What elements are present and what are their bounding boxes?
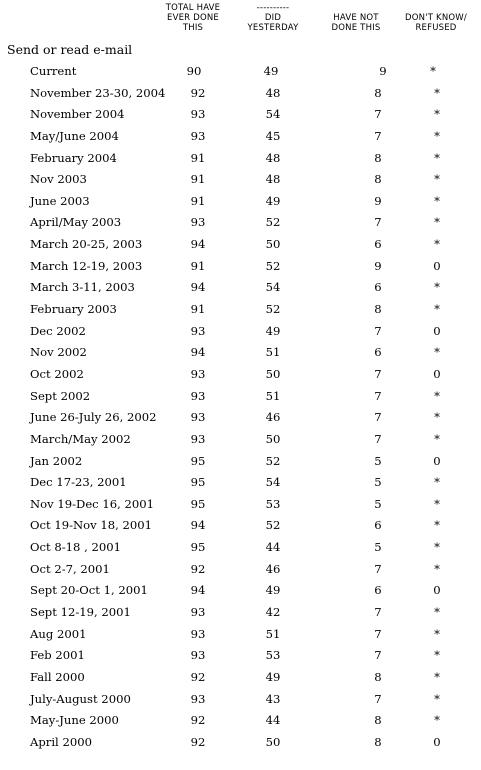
table-row xyxy=(0,151,481,173)
row-label: November 2004 xyxy=(30,107,125,122)
cell-yesterday: 49 xyxy=(265,583,281,598)
cell-dont-know: 0 xyxy=(433,453,441,468)
cell-yesterday: 49 xyxy=(263,64,279,78)
table-row xyxy=(0,497,481,519)
header-have-not-done xyxy=(318,13,394,33)
cell-total: 93 xyxy=(190,366,206,381)
cell-not-done: 5 xyxy=(374,540,382,555)
table-row xyxy=(0,432,481,454)
table-row xyxy=(0,280,481,302)
cell-total: 95 xyxy=(190,475,206,490)
cell-total: 93 xyxy=(190,107,206,122)
cell-dont-know: * xyxy=(434,669,440,684)
cell-not-done: 8 xyxy=(374,85,382,100)
cell-yesterday: 52 xyxy=(265,258,281,273)
cell-dont-know: * xyxy=(434,410,440,425)
row-label: February 2004 xyxy=(30,150,117,165)
row-label: Feb 2001 xyxy=(30,648,85,663)
row-label: June 2003 xyxy=(30,193,90,208)
cell-total: 93 xyxy=(190,648,206,663)
row-label: Sept 12-19, 2001 xyxy=(30,605,131,620)
row-label: July-August 2000 xyxy=(30,691,131,706)
cell-not-done: 7 xyxy=(374,215,382,230)
cell-not-done: 8 xyxy=(374,302,382,317)
table-row xyxy=(0,648,481,670)
table-row xyxy=(0,107,481,129)
cell-dont-know: 0 xyxy=(433,366,441,381)
row-label: Fall 2000 xyxy=(30,669,85,684)
cell-dont-know: * xyxy=(434,540,440,555)
cell-yesterday: 50 xyxy=(265,366,281,381)
cell-dont-know: * xyxy=(434,128,440,143)
table-row xyxy=(0,215,481,237)
cell-total: 93 xyxy=(190,410,206,425)
cell-dont-know: * xyxy=(434,713,440,728)
cell-not-done: 7 xyxy=(374,128,382,143)
header-line: HAVE NOT xyxy=(333,13,379,23)
cell-total: 91 xyxy=(190,193,206,208)
cell-dont-know: * xyxy=(430,64,436,78)
cell-dont-know: * xyxy=(434,626,440,641)
cell-not-done: 7 xyxy=(374,366,382,381)
cell-not-done: 6 xyxy=(374,280,382,295)
cell-dont-know: * xyxy=(434,518,440,533)
table-row xyxy=(0,194,481,216)
table-row xyxy=(0,237,481,259)
header-line: EVER DONE xyxy=(167,13,219,23)
row-label: March/May 2002 xyxy=(30,431,131,446)
cell-total: 95 xyxy=(190,540,206,555)
cell-yesterday: 50 xyxy=(265,237,281,252)
cell-dont-know: * xyxy=(434,280,440,295)
table-row xyxy=(0,562,481,584)
table-row xyxy=(0,692,481,714)
row-label: February 2003 xyxy=(30,302,117,317)
cell-total: 93 xyxy=(190,215,206,230)
cell-yesterday: 54 xyxy=(265,475,281,490)
header-line: TOTAL HAVE xyxy=(165,3,221,13)
row-label: Nov 2003 xyxy=(30,172,87,187)
row-label: Aug 2001 xyxy=(30,626,87,641)
cell-dont-know: * xyxy=(434,605,440,620)
cell-dont-know: * xyxy=(434,475,440,490)
cell-total: 93 xyxy=(190,128,206,143)
cell-dont-know: 0 xyxy=(433,734,441,749)
cell-total: 92 xyxy=(190,669,206,684)
cell-dont-know: * xyxy=(434,388,440,403)
table-row xyxy=(0,259,481,281)
cell-dont-know: * xyxy=(434,107,440,122)
cell-yesterday: 43 xyxy=(265,691,281,706)
cell-yesterday: 52 xyxy=(265,453,281,468)
cell-total: 90 xyxy=(186,64,202,78)
cell-dont-know: * xyxy=(434,172,440,187)
cell-dont-know: * xyxy=(434,237,440,252)
table-row xyxy=(0,410,481,432)
cell-total: 92 xyxy=(190,734,206,749)
cell-dont-know: * xyxy=(434,648,440,663)
row-label: Oct 2-7, 2001 xyxy=(30,561,110,576)
cell-yesterday: 48 xyxy=(265,172,281,187)
row-label: Oct 8-18 , 2001 xyxy=(30,540,121,555)
cell-total: 94 xyxy=(190,280,206,295)
cell-total: 91 xyxy=(190,258,206,273)
cell-not-done: 8 xyxy=(374,669,382,684)
table-row xyxy=(0,454,481,476)
header-line: YESTERDAY xyxy=(247,23,299,33)
row-label: Oct 2002 xyxy=(30,366,84,381)
table-row xyxy=(0,172,481,194)
row-label: May/June 2004 xyxy=(30,128,119,143)
table-row xyxy=(0,389,481,411)
cell-yesterday: 52 xyxy=(265,302,281,317)
cell-total: 93 xyxy=(190,691,206,706)
row-label: Current xyxy=(30,64,77,78)
cell-dont-know: * xyxy=(434,85,440,100)
cell-not-done: 5 xyxy=(374,475,382,490)
cell-not-done: 7 xyxy=(374,410,382,425)
cell-total: 92 xyxy=(190,713,206,728)
header-line: ---------- xyxy=(256,3,290,13)
row-label: November 23-30, 2004 xyxy=(30,85,166,100)
cell-yesterday: 49 xyxy=(265,323,281,338)
header-line: REFUSED xyxy=(415,23,457,33)
cell-total: 91 xyxy=(190,302,206,317)
row-label: June 26-July 26, 2002 xyxy=(30,410,157,425)
header-total-have-ever-done xyxy=(156,3,230,33)
cell-yesterday: 49 xyxy=(265,669,281,684)
cell-total: 93 xyxy=(190,431,206,446)
cell-total: 93 xyxy=(190,605,206,620)
cell-not-done: 7 xyxy=(374,605,382,620)
cell-dont-know: * xyxy=(434,691,440,706)
cell-not-done: 7 xyxy=(374,691,382,706)
cell-not-done: 8 xyxy=(374,713,382,728)
table-row xyxy=(0,518,481,540)
cell-not-done: 8 xyxy=(374,734,382,749)
cell-not-done: 6 xyxy=(374,237,382,252)
cell-total: 91 xyxy=(190,172,206,187)
cell-not-done: 5 xyxy=(374,453,382,468)
cell-yesterday: 48 xyxy=(265,85,281,100)
table-row xyxy=(0,627,481,649)
cell-total: 93 xyxy=(190,323,206,338)
row-label: March 20-25, 2003 xyxy=(30,237,143,252)
cell-total: 94 xyxy=(190,583,206,598)
cell-dont-know: 0 xyxy=(433,258,441,273)
table-row xyxy=(0,129,481,151)
cell-not-done: 7 xyxy=(374,431,382,446)
table-row xyxy=(0,367,481,389)
section-title: Send or read e-mail xyxy=(7,42,133,57)
cell-total: 94 xyxy=(190,237,206,252)
row-label: Nov 2002 xyxy=(30,345,87,360)
row-label: Sept 2002 xyxy=(30,388,91,403)
cell-yesterday: 51 xyxy=(265,388,281,403)
row-label: March 12-19, 2003 xyxy=(30,258,143,273)
header-line: DONE THIS xyxy=(331,23,381,33)
cell-total: 94 xyxy=(190,518,206,533)
cell-dont-know: * xyxy=(434,561,440,576)
row-label: Oct 19-Nov 18, 2001 xyxy=(30,518,153,533)
cell-total: 94 xyxy=(190,345,206,360)
cell-not-done: 7 xyxy=(374,626,382,641)
header-dont-know-refused xyxy=(398,13,474,33)
cell-not-done: 7 xyxy=(374,388,382,403)
table-row xyxy=(0,86,481,108)
cell-dont-know: 0 xyxy=(433,323,441,338)
cell-yesterday: 50 xyxy=(265,734,281,749)
cell-dont-know: * xyxy=(434,150,440,165)
row-label: Sept 20-Oct 1, 2001 xyxy=(30,583,148,598)
cell-yesterday: 45 xyxy=(265,128,281,143)
cell-not-done: 7 xyxy=(374,107,382,122)
row-label: Nov 19-Dec 16, 2001 xyxy=(30,496,154,511)
cell-dont-know: * xyxy=(434,193,440,208)
data-table-body xyxy=(0,64,481,757)
table-row xyxy=(0,64,481,86)
cell-not-done: 6 xyxy=(374,583,382,598)
cell-total: 91 xyxy=(190,150,206,165)
cell-not-done: 7 xyxy=(374,561,382,576)
cell-yesterday: 44 xyxy=(265,713,281,728)
cell-yesterday: 52 xyxy=(265,215,281,230)
cell-total: 93 xyxy=(190,626,206,641)
row-label: April/May 2003 xyxy=(30,215,122,230)
cell-dont-know: 0 xyxy=(433,583,441,598)
cell-not-done: 8 xyxy=(374,172,382,187)
header-line: DON'T KNOW/ xyxy=(405,13,467,23)
cell-not-done: 6 xyxy=(374,518,382,533)
cell-yesterday: 53 xyxy=(265,648,281,663)
table-row xyxy=(0,670,481,692)
cell-dont-know: * xyxy=(434,302,440,317)
header-did-yesterday xyxy=(238,3,308,33)
cell-not-done: 7 xyxy=(374,323,382,338)
cell-dont-know: * xyxy=(434,215,440,230)
table-row xyxy=(0,735,481,757)
cell-yesterday: 49 xyxy=(265,193,281,208)
cell-dont-know: * xyxy=(434,496,440,511)
cell-yesterday: 51 xyxy=(265,626,281,641)
cell-dont-know: * xyxy=(434,345,440,360)
table-row xyxy=(0,475,481,497)
cell-not-done: 9 xyxy=(379,64,387,78)
table-row xyxy=(0,583,481,605)
cell-total: 95 xyxy=(190,496,206,511)
cell-not-done: 9 xyxy=(374,258,382,273)
cell-yesterday: 44 xyxy=(265,540,281,555)
cell-yesterday: 54 xyxy=(265,107,281,122)
header-line: THIS xyxy=(182,23,204,33)
table-row xyxy=(0,540,481,562)
header-line: DID xyxy=(264,13,282,23)
cell-total: 92 xyxy=(190,85,206,100)
cell-not-done: 7 xyxy=(374,648,382,663)
cell-total: 93 xyxy=(190,388,206,403)
cell-yesterday: 46 xyxy=(265,410,281,425)
table-row xyxy=(0,324,481,346)
row-label: Jan 2002 xyxy=(30,453,83,468)
cell-not-done: 8 xyxy=(374,150,382,165)
cell-total: 95 xyxy=(190,453,206,468)
cell-yesterday: 50 xyxy=(265,431,281,446)
cell-yesterday: 46 xyxy=(265,561,281,576)
table-row xyxy=(0,605,481,627)
table-row xyxy=(0,302,481,324)
cell-yesterday: 51 xyxy=(265,345,281,360)
cell-not-done: 5 xyxy=(374,496,382,511)
cell-total: 92 xyxy=(190,561,206,576)
cell-yesterday: 53 xyxy=(265,496,281,511)
row-label: Dec 2002 xyxy=(30,323,86,338)
cell-yesterday: 54 xyxy=(265,280,281,295)
row-label: March 3-11, 2003 xyxy=(30,280,135,295)
cell-yesterday: 42 xyxy=(265,605,281,620)
cell-yesterday: 52 xyxy=(265,518,281,533)
row-label: April 2000 xyxy=(30,734,92,749)
cell-yesterday: 48 xyxy=(265,150,281,165)
cell-dont-know: * xyxy=(434,431,440,446)
cell-not-done: 6 xyxy=(374,345,382,360)
table-row xyxy=(0,345,481,367)
row-label: Dec 17-23, 2001 xyxy=(30,475,127,490)
row-label: May-June 2000 xyxy=(30,713,119,728)
cell-not-done: 9 xyxy=(374,193,382,208)
table-row xyxy=(0,713,481,735)
